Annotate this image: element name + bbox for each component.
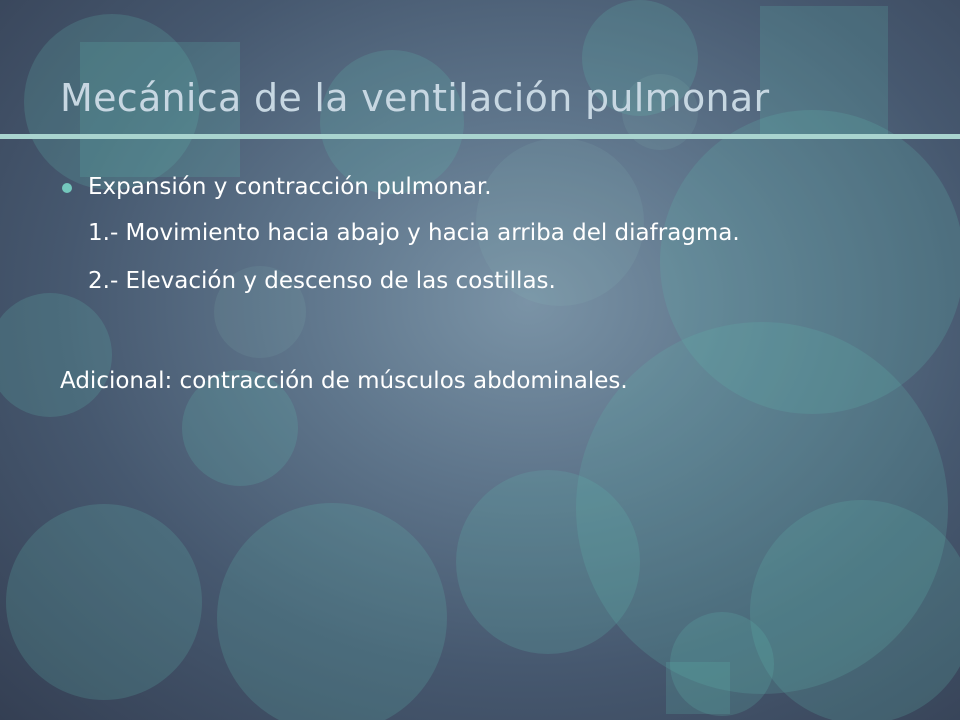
title-underline <box>0 134 960 139</box>
bullet-dot-icon <box>62 183 72 193</box>
deco-circle <box>6 504 202 700</box>
numbered-item-1: 1.- Movimiento hacia abajo y hacia arriba del diafragma. <box>88 220 740 246</box>
numbered-item-2: 2.- Elevación y descenso de las costillas. <box>88 268 556 294</box>
slide-body <box>60 170 800 398</box>
deco-circle <box>217 503 447 720</box>
slide-title: Mecánica de la ventilación pulmonar <box>60 76 770 120</box>
bullet-item <box>60 170 800 204</box>
additional-note: Adicional: contracción de músculos abdominales. <box>60 368 628 394</box>
bullet-text: Expansión y contracción pulmonar. <box>88 174 492 200</box>
deco-square <box>760 6 888 134</box>
deco-square <box>666 662 730 714</box>
